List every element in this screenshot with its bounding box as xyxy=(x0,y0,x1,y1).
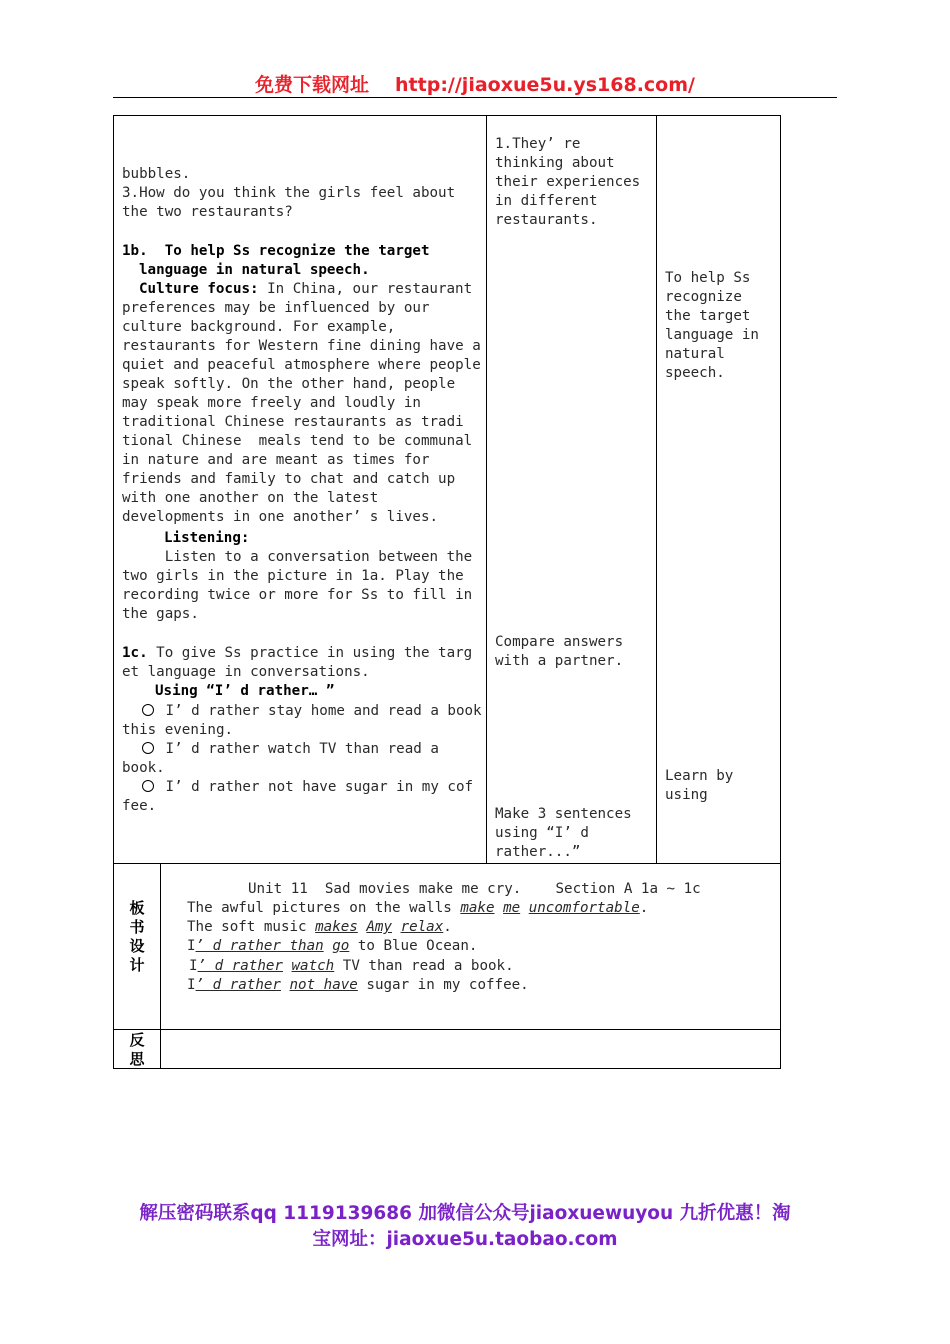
text-line: To help Ss xyxy=(665,270,751,286)
label-char: 书 xyxy=(129,918,145,936)
purpose-cell xyxy=(656,115,781,864)
board-blank: ’ d rather xyxy=(197,958,283,974)
example-text: I’ d rather not have sugar in my cof xyxy=(165,779,474,795)
footer-line-2[interactable]: 宝网址：jiaoxue5u.taobao.com xyxy=(312,1229,618,1250)
bullet-circle-icon xyxy=(142,704,154,716)
text-line: in different xyxy=(495,193,598,209)
board-blank: me xyxy=(503,900,521,916)
footer-line-1: 解压密码联系qq 1119139686 加微信公众号jiaoxuewuyou 九折优惠！淘 xyxy=(139,1203,791,1224)
culture-focus-text: In China, our restaurant xyxy=(258,281,473,297)
text-line: may speak more freely and loudly in xyxy=(122,395,421,411)
text-line: using “I’ d xyxy=(495,825,589,841)
board-blank: makes xyxy=(315,919,358,935)
text-line: speech. xyxy=(665,365,725,381)
text-line: 1.They’ re xyxy=(495,136,581,152)
board-line xyxy=(189,957,514,976)
text-line: in nature and are meant as times for xyxy=(122,452,430,468)
board-blank: watch xyxy=(291,958,335,974)
board-blank: uncomfortable xyxy=(528,900,640,916)
section-1c-line xyxy=(122,644,472,663)
reflection-content-cell xyxy=(160,1029,781,1069)
text-line: tional Chinese meals tend to be communal xyxy=(122,433,473,449)
board-text: . xyxy=(443,919,452,935)
board-text: . xyxy=(639,900,649,916)
text-line: two girls in the picture in 1a. Play the xyxy=(122,568,464,584)
text-line: et language in conversations. xyxy=(122,664,370,680)
board-text: sugar in my coffee. xyxy=(357,977,529,993)
board-text: The awful pictures on the walls xyxy=(187,900,461,916)
section-1c-text: To give Ss practice in using the targ xyxy=(147,645,473,661)
header-label: 免费下载网址 xyxy=(255,74,370,96)
board-blank: ’ d rather than xyxy=(195,938,324,954)
text-line: Learn by xyxy=(665,768,734,784)
section-1b-title-cont: language in natural speech. xyxy=(139,262,370,278)
text-line: rather...” xyxy=(495,844,581,860)
text-line: developments in one another’ s lives. xyxy=(122,509,439,525)
text-line: the gaps. xyxy=(122,606,199,622)
text-line: their experiences xyxy=(495,174,641,190)
example-sentence xyxy=(142,702,482,721)
text-line: restaurants for Western fine dining have a xyxy=(122,338,481,354)
label-char: 计 xyxy=(129,956,145,974)
reflection-label xyxy=(127,1031,147,1069)
example-sentence xyxy=(142,778,473,797)
text-line: this evening. xyxy=(122,722,234,738)
text-line: using xyxy=(665,787,708,803)
text-line: Make 3 sentences xyxy=(495,806,632,822)
board-line xyxy=(187,937,477,956)
board-blank: go xyxy=(332,938,350,954)
example-sentence xyxy=(142,740,439,759)
culture-focus-label: Culture focus: xyxy=(139,281,259,297)
text-line: language in xyxy=(665,327,759,343)
text-line: preferences may be influenced by our xyxy=(122,300,430,316)
label-char: 板 xyxy=(129,899,145,917)
board-text: to Blue Ocean. xyxy=(349,938,478,954)
text-line: fee. xyxy=(122,798,157,814)
label-char: 反 xyxy=(129,1031,145,1049)
board-text: I xyxy=(187,977,196,993)
text-line: book. xyxy=(122,760,165,776)
header-url-link[interactable]: http://jiaoxue5u.ys168.com/ xyxy=(395,74,695,96)
text-line: with a partner. xyxy=(495,653,624,669)
label-char: 思 xyxy=(129,1050,145,1068)
board-design-label xyxy=(127,899,147,975)
board-text: The soft music xyxy=(187,919,316,935)
board-blank: not have xyxy=(289,977,358,993)
text-line: traditional Chinese restaurants as tradi xyxy=(122,414,464,430)
section-1b-title: 1b. To help Ss recognize the target xyxy=(122,243,430,259)
culture-focus-line xyxy=(139,280,472,299)
text-line: the target xyxy=(665,308,751,324)
text-line: speak softly. On the other hand, people xyxy=(122,376,456,392)
using-label: Using “I’ d rather… ” xyxy=(155,683,335,699)
text-line: bubbles. xyxy=(122,166,191,182)
board-title: Unit 11 Sad movies make me cry. Section A 1a ~ 1c xyxy=(248,881,701,897)
text-line: thinking about xyxy=(495,155,615,171)
text-line: natural xyxy=(665,346,725,362)
board-blank: Amy xyxy=(366,919,393,935)
example-text: I’ d rather watch TV than read a xyxy=(165,741,439,757)
board-blank: ’ d rather xyxy=(195,977,281,993)
board-line xyxy=(187,899,648,918)
text-line: restaurants. xyxy=(495,212,598,228)
text-line: 3.How do you think the girls feel about xyxy=(122,185,456,201)
text-line: recording twice or more for Ss to fill in xyxy=(122,587,473,603)
board-line xyxy=(187,976,529,995)
label-char: 设 xyxy=(129,937,145,955)
text-line: quiet and peaceful atmosphere where people xyxy=(122,357,481,373)
board-line xyxy=(187,918,452,937)
text-line: Compare answers xyxy=(495,634,624,650)
text-line: with one another on the latest xyxy=(122,490,379,506)
text-line: culture background. For example, xyxy=(122,319,396,335)
board-blank: make xyxy=(460,900,495,916)
section-1c-label: 1c. xyxy=(122,645,148,661)
bullet-circle-icon xyxy=(142,742,154,754)
page-header xyxy=(113,70,837,97)
example-text: I’ d rather stay home and read a book xyxy=(165,703,482,719)
text-line: friends and family to chat and catch up xyxy=(122,471,456,487)
board-blank: relax xyxy=(400,919,444,935)
listening-label: Listening: xyxy=(164,530,250,546)
board-text: I xyxy=(189,958,198,974)
text-line: the two restaurants? xyxy=(122,204,293,220)
header-rule xyxy=(113,97,837,98)
text-line: recognize xyxy=(665,289,742,305)
board-text: TV than read a book. xyxy=(334,958,514,974)
board-text: I xyxy=(187,938,196,954)
text-line: Listen to a conversation between the xyxy=(122,549,473,565)
bullet-circle-icon xyxy=(142,780,154,792)
